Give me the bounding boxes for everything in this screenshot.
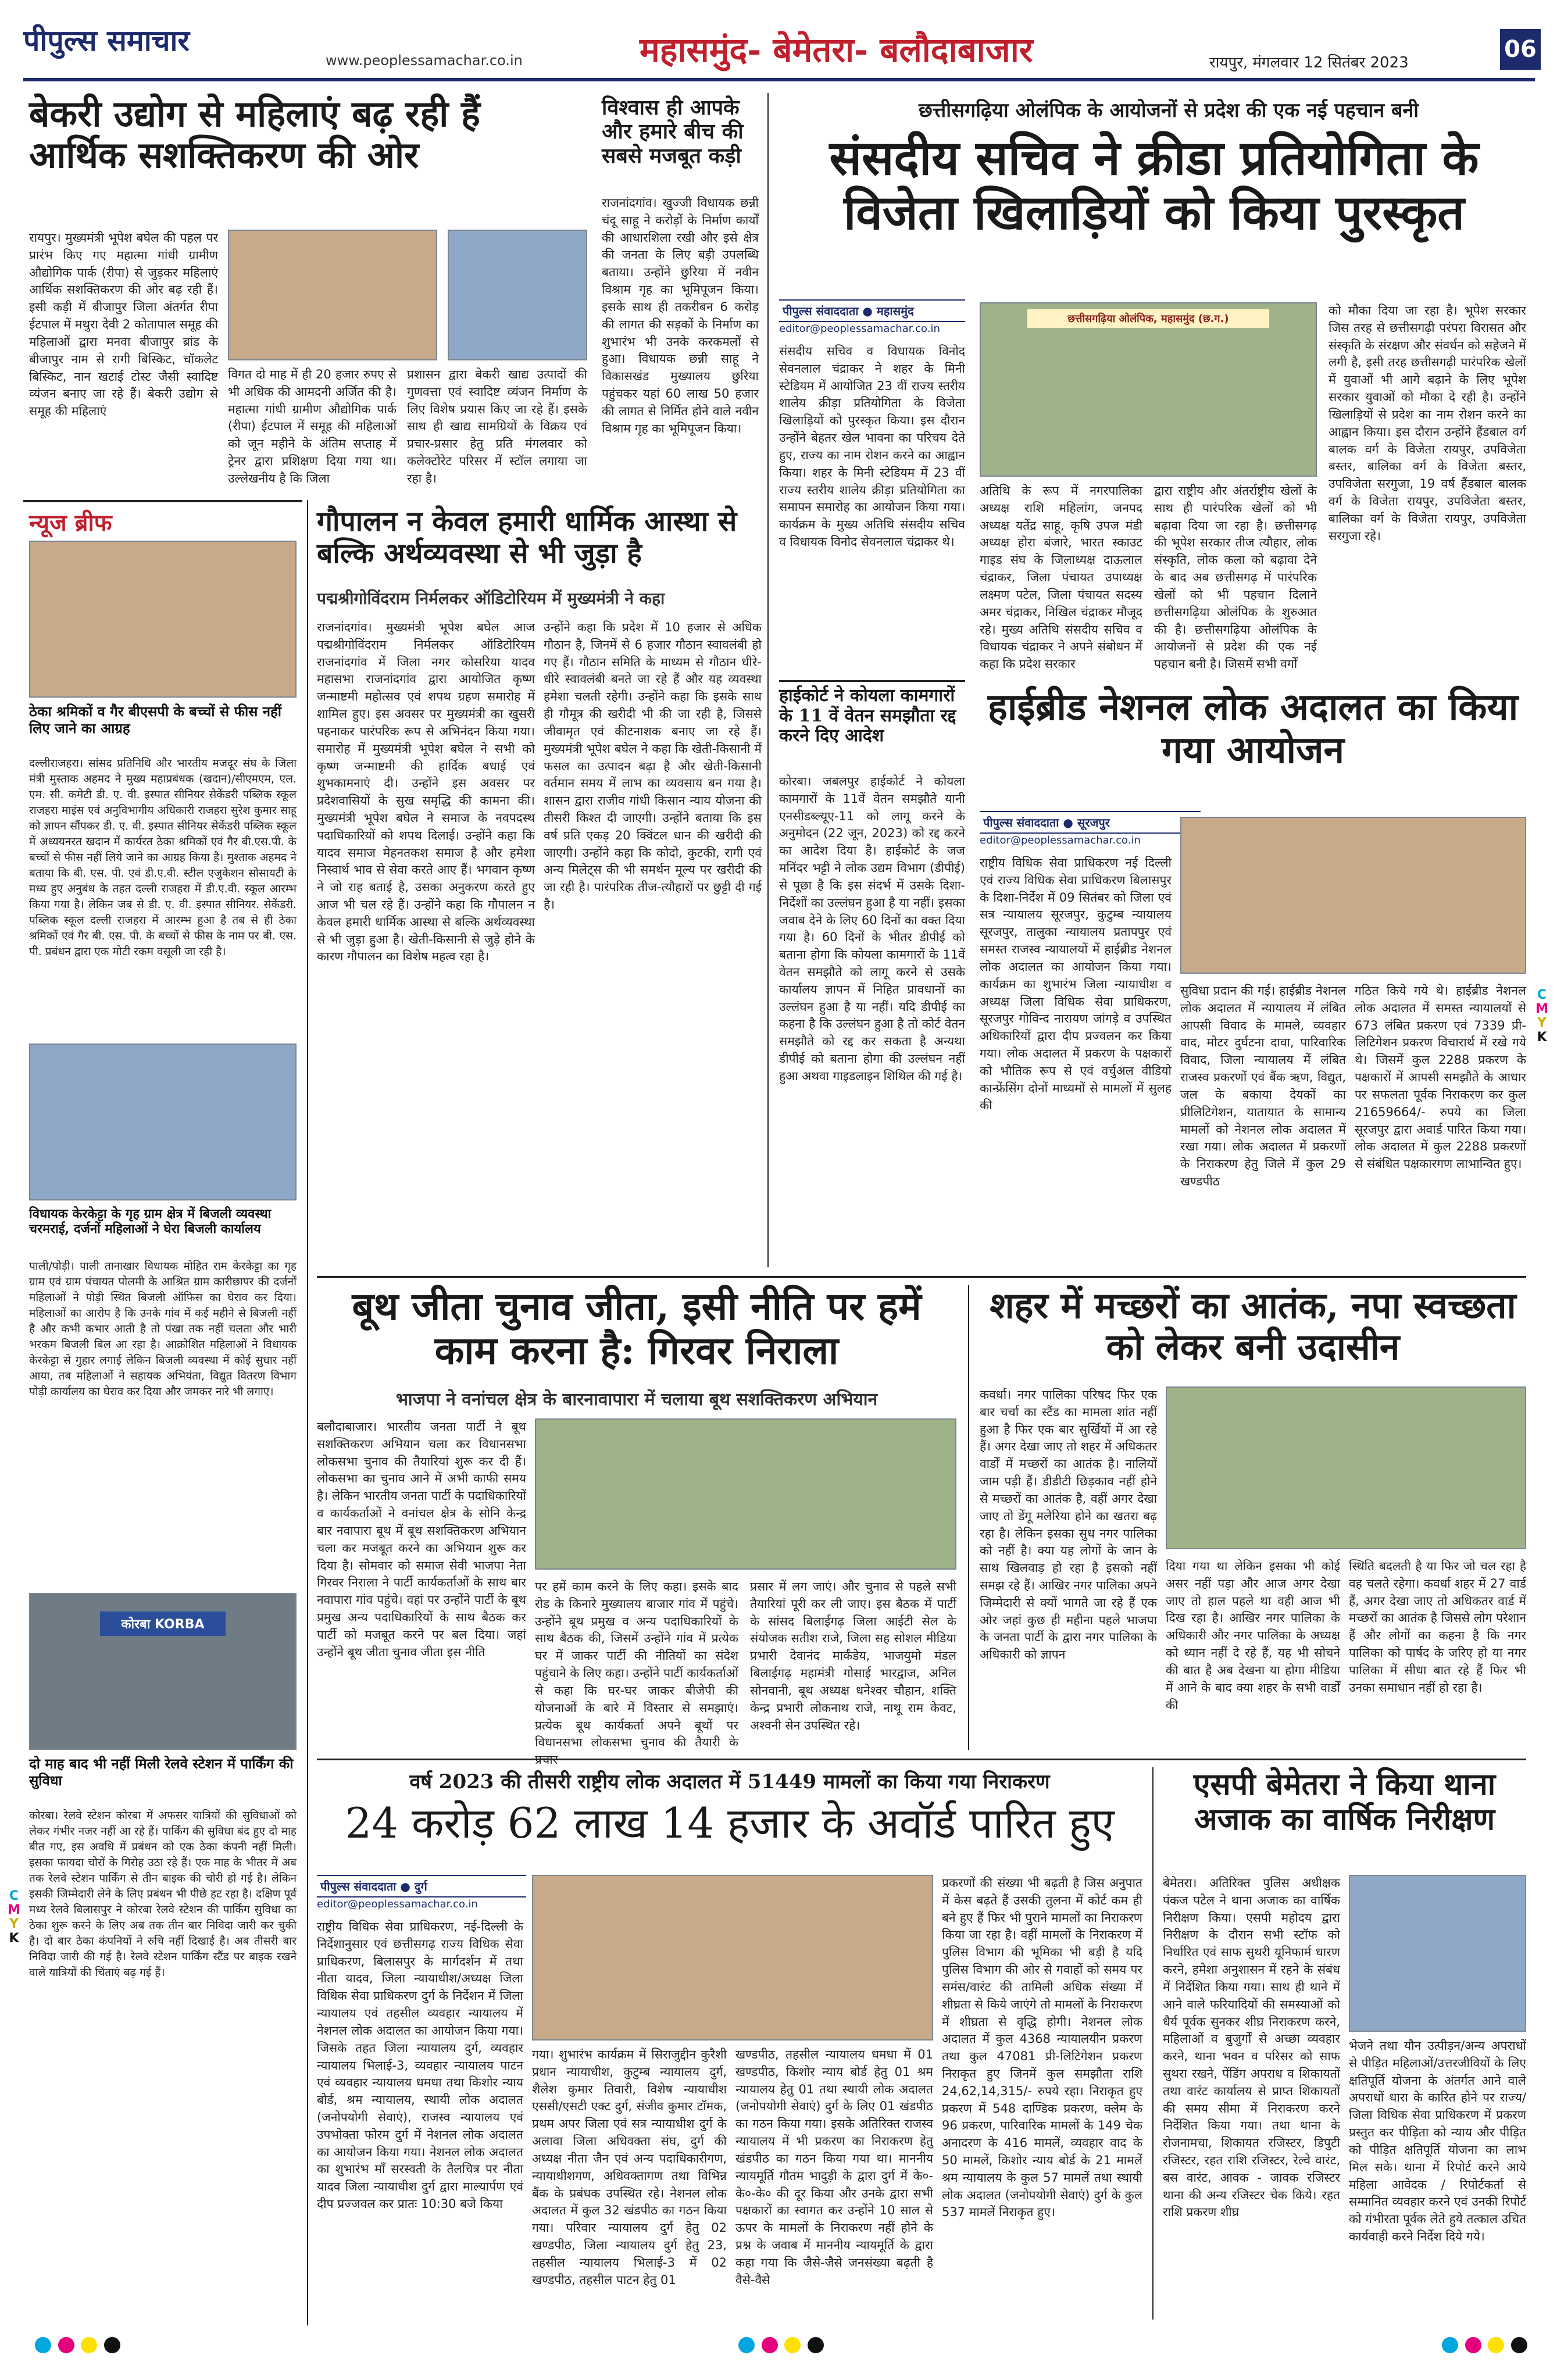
cyan-dot (1442, 2337, 1458, 2353)
brief3-body: कोरबा। रेलवे स्टेशन कोरबा में अफसर यात्रियों की सुविधाओं को लेकर गंभीर नजर नहीं आ रहे हैं। पार्किंग की सुविधा बंद हुए दो माह बीत गए, इस अवधि में प्रबंधन को एक ठेका कंपनी नहीं मिली। इसका फायदा चोरों के गिरोह उठा रहे हैं। एक माह के भीतर में अब तक रेलवे स्टेशन पार्किंग से तीन बाइक की चोरी हो गई है। लेकिन इसकी जिम्मेदारी लेने के लिए प्रबंधन भी पीछे हट रहा है। दक्षिण पूर्व मध्य रेलवे बिलासपुर ने कोरबा रेलवे स्टेशन की पार्किंग सुविधा का ठेका शुरू करने के लिए अब तक तीन बार निविदा जारी कर चुकी है। दो बार ठेका कंपनियों ने रुचि नहीं दिखाई है। अब तीसरी बार निविदा जारी की गई है। रेलवे स्टेशन पार्किंग स्टैंड पर बाइक रखने वाले यात्रियों की चिंताएं बढ़ गई हैं। (29, 1809, 297, 1979)
story9-col2: गया। शुभारंभ कार्यक्रम में सिराजुद्दीन कुरैशी प्रधान न्यायाधीश, कुटुम्ब न्यायालय दुर्ग, शैलेश कुमार तिवारी, विशेष न्यायाधीश एससी/एसटी एक्ट दुर्ग, संजीव कुमार टॉमक, प्रथम अपर जिला एवं सत्र न्यायाधीश दुर्ग के अलावा जिला अधिवक्ता संघ, दुर्ग की अध्यक्ष नीता जैन एवं अन्य पदाधिकारीगण, न्यायाधीशगण, अधिवक्तागण तथा विभिन्न बैंक के प्रबंधक उपस्थित रहे। नेशनल लोक अदालत में कुल 32 खंडपीठ का गठन किया गया। परिवार न्यायालय दुर्ग हेतु 02 खण्डपीठ, जिला न्यायालय दुर्ग हेतु 23, तहसील न्यायालय भिलाई-3 में 02 खण्डपीठ, तहसील पाटन हेतु 01 (532, 2047, 727, 2287)
story5-col2: सुविधा प्रदान की गई। हाईब्रीड नेशनल लोक अदालत में न्यायालय में लंबित आपसी विवाद के मामले, व्यवहार वाद, मोटर दुर्घटना दावा, पारिवारिक विवाद, जिला न्यायालय में लंबित राजस्व प्रकरणों एवं बैंक ऋण, विद्युत, जल के बकाया देयकों का प्रीलिटिगेशन, यातायात के सामान्य मामलों को नेशनल लोक अदालत में रखा गया। लोक अदालत में प्रकरणों के निराकरण हेतु जिले में कुल 29 खण्डपीठ (1180, 984, 1346, 1188)
story2-body: राजनांदगांव। खुज्जी विधायक छन्नी चंदू साहू ने करोड़ों के निर्माण कार्यों की आधारशिला रखी और इसे क्षेत्र की जनता के लिए बड़ी उपलब्धि बताया। उन्होंने छुरिया में नवीन विश्राम गृह का भूमिपूजन किया। इसके साथ ही तकरीबन 6 करोड़ की लागत की सड़कों के निर्माण का शुभारंभ भी उनके करकमलों से हुआ। विधायक छन्नी साहू ने विकासखंड मुख्यालय छुरिया पहुंचकर यहां 60 लाख 50 हजार की लागत से निर्मित होने वाले नवीन विश्राम गृह का भूमिपूजन किया। (602, 196, 759, 435)
cmyk-k: K (9, 1931, 19, 1946)
brief1-headline: ठेका श्रमिकों व गैर बीएसपी के बच्चों से फीस नहीं लिए जाने का आग्रह (29, 703, 282, 737)
story8-col2: दिया गया था लेकिन इसका भी कोई असर नहीं पड़ा और आज अगर देखा जाए तो हाल पहले था वही आज भी दिख रहा है। आखिर नगर पालिका के अधिकारी और नगर पालिका के अध्यक्ष को ध्यान नहीं दे रहे हैं, यह भी सोचने की बात है अब देखना या होगा मीडिया में आने के बाद क्या शहर के सभी वार्डों की (1166, 1559, 1340, 1712)
story4-rule (779, 680, 965, 682)
brief3-headline: दो माह बाद भी नहीं मिली रेलवे स्टेशन में पार्किंग की सुविधा (29, 1755, 294, 1789)
story3-headline: संसदीय सचिव ने क्रीडा प्रतियोगिता के विजेता खिलाड़ियों को किया पुरस्कृत (829, 130, 1479, 241)
story6-subhead: पद्मश्रीगोविंदराम निर्मलकर ऑडिटोरियम में मुख्यमंत्री ने कहा (317, 589, 665, 608)
brief2-body: पाली/पोड़ी। पाली तानाखार विधायक मोहित राम केरकेट्टा का गृह ग्राम एवं ग्राम पंचायत पोलमी के आश्रित ग्राम कारीछापर की दर्जनों महिलाओं ने पोड़ी स्थित बिजली ऑफिस का घेराव कर दिया। महिलाओं का आरोप है कि उनके गांव में कई महीने से बिजली नहीं है और कभी कभार आती है तो पंखा तक नहीं चलता और भारी भरकम बिजली बिल आ रहा है। आक्रोशित महिलाओं ने विधायक केरकेट्टा से गुहार लगाई लेकिन बिजली व्यवस्था में कोई सुधार नहीं आया, तब महिलाओं ने सहायक अभियंता, विद्युत वितरण विभाग पोड़ी कार्यालय का घेराव कर दिया और जमकर नारे भी लगाए। (29, 1260, 297, 1398)
cmyk-letters-right (1535, 988, 1549, 1045)
story9-byline: पीपुल्स संवाददाता ● दुर्ग (317, 1875, 526, 1897)
brief-column-rule (307, 500, 308, 2325)
dateline: रायपुर, मंगलवार 12 सितंबर 2023 (1209, 54, 1409, 72)
story8-rule (968, 1285, 969, 1750)
yellow-dot (1488, 2337, 1504, 2353)
story5-email: editor@peoplessamachar.co.in (980, 834, 1141, 846)
yellow-dot (81, 2337, 97, 2353)
story1-photo (228, 230, 437, 360)
cmyk-letters-left (7, 1889, 21, 1946)
story6-col2: उन्होंने कहा कि प्रदेश में 10 हजार से अधिक गौठान है, जिनमें से 6 हजार गौठान स्वावलंबी हो गए हैं। गौठान समिति के माध्यम से गौठान धीरे-धीरे स्वावलंबी बनते जा रहे हैं और यह व्यवस्था हमेशा चलती रहेगी। उन्होंने कहा कि इसके साथ ही गौमूत्र की खरीदी भी की जा रही है, जिससे जीवामृत एवं कीटनाशक बनाए जा रहे हैं। मुख्यमंत्री भूपेश बघेल ने कहा कि खेती-किसानी में फसल का उत्पादन बढ़ा है और खेती-किसानी वर्तमान समय में लाभ का व्यवसाय बन गया है। शासन द्वारा राजीव गांधी किसान न्याय योजना की तीसरी किश्त दी जाएगी। उन्होंने बताया कि इस वर्ष प्रति एकड़ 20 क्विंटल धान की खरीदी की जाएगी। उन्होंने कहा कि कोदो, कुटकी, रागी एवं अन्य मिलेट्स की भी समर्थन मूल्य पर खरीदी की जा रही है। पारंपरिक तीज-त्यौहारों पर छुट्टी दी गई है। (544, 620, 762, 912)
cmyk-m: M (8, 1903, 20, 1918)
story1-col3: प्रशासन द्वारा बेकरी खाद्य उत्पादों की गुणवत्ता एवं स्वादिष्ट व्यंजन निर्माण के लिए विशेष प्रयास किए जा रहे हैं। इसके साथ ही खाद्य सामग्रियों के विक्रय एवं प्रचार-प्रसार हेतु प्रति मंगलवार को कलेक्टोरेट परिसर में स्टॉल लगाया जा रहा है। (407, 367, 587, 485)
story9-photo (532, 1875, 933, 2040)
story8-col3: स्थिति बदलती है या फिर जो चल रहा है वह चलते रहेगा। कवर्धा शहर में 27 वार्ड हैं, अगर देखा जाए तो अधिकतर वार्ड में मच्छरों का आतंक है जिससे लोग परेशान हैं और लोगों का कहना है कि नगर पालिका को पार्षद के जरिए हो या नगर पालिका में सीधा बात रहे हैं फिर भी उनका समाधान नहीं हो रहा है। (1349, 1559, 1526, 1695)
story3-col4: को मौका दिया जा रहा है। भूपेश सरकार जिस तरह से छत्तीसगढ़ी परंपरा विरासत और संस्कृति के संरक्षण और संवर्धन को सहेजने में लगी है, इसी तरह छत्तीसगढ़ी पारंपरिक खेलों में युवाओं भी आगे बढ़ाने के लिए भूपेश सरकार युवाओं को मौका दे रही है। उन्होंने खिलाड़ियों से प्रदेश का नाम रोशन करने का आह्वान किया। इस दौरान उन्होंने हैंडबाल वर्ग बालक वर्ग के विजेता रायपुर, उपविजेता बस्तर, बालिका वर्ग के विजेता बस्तर, उपविजेता सरगुजा, 19 वर्ष हैंडबाल बालक वर्ग के विजेता रायपुर, उपविजेता बस्तर, बालिका वर्ग के विजेता रायपुर, उपविजेता सरगुजा रहे। (1329, 303, 1526, 543)
column-rule (767, 93, 769, 1267)
yellow-dot (784, 2337, 801, 2353)
story3-col2: अतिथि के रूप में नगरपालिका अध्यक्ष राशि महिलांग, जनपद अध्यक्ष यतेंद्र साहू, कृषि उपज मंडी अध्यक्ष होरा बंजारे, भारत स्काउट गाइड संघ के जिलाध्यक्ष दाऊलाल चंद्राकर, जिला पंचायत उपाध्यक्ष लक्ष्मण पटेल, जिला पंचायत सदस्य अमर चंद्राकर, निखिल चंद्राकर मौजूद रहे। मुख्य अतिथि संसदीय सचिव व विधायक चंद्राकर ने अपने संबोधन में कहा कि प्रदेश सरकार (980, 484, 1142, 671)
story7-subhead: भाजपा ने वनांचल क्षेत्र के बारनावापारा में चलाया बूथ सशक्तिकरण अभियान (395, 1389, 878, 1410)
story5-col1: राष्ट्रीय विधिक सेवा प्राधिकरण नई दिल्ली एवं राज्य विधिक सेवा प्राधिकरण बिलासपुर के दिशा-निर्देश में 09 सितंबर को जिला एवं सत्र न्यायालय सूरजपुर, कुटुम्ब न्यायालय सूरजपुर, तालुका न्यायालय प्रतापपुर एवं समस्त राजस्व न्यायालयों में हाईब्रीड नेशनल लोक अदालत का आयोजन किया गया। कार्यक्रम का शुभारंभ जिला न्यायाधीश व अध्यक्ष जिला विधिक सेवा प्राधिकरण, सूरजपुर गोविन्द नारायण जांगड़े व उपस्थित अधिकारियों द्वारा दीप प्रज्वलन कर किया गया। लोक अदालत में प्रकरण के पक्षकारों को भौतिक रूप से एवं वर्चुअल वीडियो कान्फ्रेंसिंग दोनों माध्यमों से मामलों में सुलह की (980, 856, 1172, 1113)
cmyk-mark-bottom-left (35, 2337, 123, 2357)
brief2-headline: विधायक केरकेट्टा के गृह ग्राम क्षेत्र में बिजली व्यवस्था चरमराई, दर्जनों महिलाओं ने घेरा बिजली कार्यालय (29, 1206, 272, 1237)
magenta-dot (1465, 2337, 1481, 2353)
story10-col1: बेमेतरा। अतिरिक्त पुलिस अधीक्षक पंकज पटेल ने थाना अजाक का वार्षिक निरीक्षण किया। एसपी महोदय द्वारा निरीक्षण के दौरान सभी स्टॉफ को निर्धारित एवं साफ सुथरी यूनिफार्म धारण करने, हमेशा अनुशासन में रहने के संबंध में निर्देशित किया गया। साथ ही थाने में आने वाले फरियादियों की समस्याओं को धैर्य पूर्वक सुनकर शीघ्र निराकरण करने, महिलाओं व बुजुर्गों से अच्छा व्यवहार करने, थाना भवन व परिसर को साफ सुथरा रखने, पेंडिंग अपराध व शिकायतों तथा वारंट कार्यालय से प्राप्त शिकायतों की समय सीमा में निराकरण करने निर्देशित किया गया। तथा थाना के रोजनामचा, शिकायत रजिस्टर, डिपुटी रजिस्टर, रहत राशि रजिस्टर, रेल्वे वारंट, बस वारंट, आवक - जावक रजिस्टर थाना की अन्य रजिस्टर चेक किये। रहत राशि प्रकरण शीघ्र (1163, 1876, 1340, 2220)
story4-headline: हाईकोर्ट ने कोयला कामगारों के 11 वें वेतन समझौता रद्द करने दिए आदेश (779, 685, 956, 746)
cmyk-c: C (1537, 988, 1547, 1002)
cmyk-y: Y (9, 1917, 19, 1932)
brief-rule (23, 500, 302, 502)
section-title: महासमुंद- बेमेतरा- बलौदाबाजार (640, 30, 1033, 70)
magenta-dot (58, 2337, 74, 2353)
story3-col3: द्वारा राष्ट्रीय और अंतर्राष्ट्रीय खेलों के साथ ही पारंपरिक खेलों को भी बढ़ावा दिया जा रहा है। छत्तीसगढ़ की भूपेश सरकार तीज त्यौहार, लोक संस्कृति, लोक कला को बढ़ावा देने के बाद अब छत्तीसगढ़ में पारंपरिक खेलों को भी पहचान दिलाने छत्तीसगढ़िया ओलंपिक के शुरुआत की है। छत्तीसगढ़िया ओलंपिक के आयोजनों से प्रदेश की एक नई पहचान बनी है। जिसमें सभी वर्गों (1154, 484, 1317, 671)
story7-col2: पर हमें काम करने के लिए कहा। इसके बाद रोड के किनारे मुख्यालय बाजार गांव में पहुंचे। उन्होंने बूथ प्रमुख व अन्य पदाधिकारियों के साथ बैठक की, जिसमें उन्होंने गांव में प्रत्येक घर में जाकर पार्टी की नीतियों का संदेश पहुंचाने के लिए कहा। उन्होंने पार्टी कार्यकर्ताओं से कहा कि घर-घर जाकर बीजेपी की योजनाओं के बारे में विस्तार से समझाएं। प्रत्येक बूथ कार्यकर्ता अपने बूथों पर विधानसभा लोकसभा चुनाव की तैयारी के (535, 1579, 738, 1750)
cmyk-y: Y (1537, 1016, 1547, 1031)
cmyk-k: K (1537, 1030, 1547, 1045)
story10-col2: भेजने तथा यौन उत्पीड़न/अन्य अपराधों से पीड़ित महिलाओं/उत्तरजीवियों के लिए क्षतिपूर्ति योजना के अंतर्गत आने वाले अपराधों धारा के कारित होने पर राज्य/जिला विधिक सेवा प्राधिकरण में प्रकरण प्रस्तुत कर पीड़िता को न्याय और पीड़ित को पीड़ित क्षतिपूर्ति योजना का लाभ मिल सके। थाना में रिपोर्ट करने आये महिला आवेदक / रिपोर्टकर्ता से सम्मानित व्यवहार करने एवं उनकी रिपोर्ट को गंभीरता पूर्वक लेते हुये तत्काल उचित कार्यवाही करने निर्देश दिये गये। (1349, 2039, 1526, 2243)
story5-photo (1180, 817, 1526, 974)
black-dot (808, 2337, 824, 2353)
story9-kicker: वर्ष 2023 की तीसरी राष्ट्रीय लोक अदालत में 51449 मामलों का किया गया निराकरण (409, 1770, 1050, 1793)
story8-headline: शहर में मच्छरों का आतंक, नपा स्वच्छता को लेकर बनी उदासीन (990, 1284, 1516, 1368)
website-url: www.peoplessamachar.co.in (326, 52, 523, 69)
cyan-dot (738, 2337, 755, 2353)
story1-headline: बेकरी उद्योग से महिलाएं बढ़ रही हैं आर्थिक सशक्तिकरण की ओर (29, 92, 480, 177)
story5-byline: पीपुल्स संवाददाता ● सूरजपुर (980, 811, 1201, 834)
story5-col3: गठित किये गये थे। हाईब्रीड नेशनल लोक अदालत में समस्त न्यायालयों से 673 लंबित प्रकरण एवं 7339 प्री-लिटिगेशन प्रकरण विचारार्थ में रखे गये थे। जिसमें कुल 2288 प्रकरण के पक्षकारों में आपसी समझौते के आधार पर सफलता पूर्वक निराकरण कर कुल 21659664/- रुपये का जिला सूरजपुर द्वारा अवार्ड पारित किया गया। लोक अदालत में कुल 2288 प्रकरणों से संबंधित पक्षकारगण लाभान्वित हुए। (1355, 984, 1526, 1171)
story6-headline: गौपालन न केवल हमारी धार्मिक आस्था से बल्कि अर्थव्यवस्था से भी जुड़ा है (317, 505, 737, 570)
olympic-banner: छत्तीसगढ़िया ओलंपिक, महासमुंद (छ.ग.) (1027, 309, 1269, 328)
page-number: 06 (1500, 29, 1541, 70)
cmyk-c: C (9, 1889, 19, 1903)
station-sign: कोरबा KORBA (100, 1611, 226, 1636)
cmyk-mark-bottom-right (1442, 2337, 1530, 2357)
masthead (23, 17, 1535, 81)
newspaper-logo: पीपुल्स समाचार (23, 23, 190, 58)
story7-col1: बलौदाबाजार। भारतीय जनता पार्टी ने बूथ सशक्तिकरण अभियान चला कर विधानसभा लोकसभा चुनाव की तैयारियां शुरू कर दी हैं। लोकसभा का चुनाव आने में अभी काफी समय है। लेकिन भारतीय जनता पार्टी के पदाधिकारियों व कार्यकर्ताओं ने वनांचल क्षेत्र के सोनि केन्द्र बार नवापारा बूथ में बूथ सशक्तिकरण अभियान चला कर मजबूत करने का अभियान शुरू कर दिया है। सोमवार को समाज सेवी भाजपा नेता गिरवर निराला ने पार्टी कार्यकर्ताओं के साथ बार नवापारा गांव पहुंचे। वहां पर उन्होंने पार्टी के बूथ प्रमुख अन्य पदाधिकारियों के साथ बैठक कर पार्टी को मजबूत करने पर बल दिया। जहां उन्होंने बूथ जीता चुनाव जीता इस नीति (317, 1420, 526, 1659)
story9-rule (317, 1759, 1526, 1760)
cmyk-mark-bottom-center (738, 2337, 826, 2357)
story7-headline: बूथ जीता चुनाव जीता, इसी नीति पर हमें काम करना है: गिरवर निराला (352, 1284, 922, 1373)
black-dot (1511, 2337, 1527, 2353)
story9-col1: राष्ट्रीय विधिक सेवा प्राधिकरण, नई-दिल्ली के निर्देशानुसार एवं छत्तीसगढ़ राज्य विधिक सेवा प्राधिकरण, बिलासपुर के मार्गदर्शन में तथा नीता यादव, जिला न्यायाधीश/अध्यक्ष जिला विधिक सेवा प्राधिकरण दुर्ग के निर्देशन में जिला न्यायालय एवं तहसील व्यवहार न्यायालय में नेशनल लोक अदालत का आयोजन किया गया। जिसके तहत जिला न्यायालय दुर्ग, व्यवहार न्यायालय भिलाई-3, व्यवहार न्यायालय पाटन एवं व्यवहार न्यायालय धमधा तथा किशोर न्याय बोर्ड, श्रम न्यायालय, स्थायी लोक अदालत (जनोपयोगी सेवाएं), राजस्व न्यायालय एवं उपभोक्ता फोरम दुर्ग में नेशनल लोक अदालत का आयोजन किया गया। नेशनल लोक अदालत का शुभारंभ माँ सरस्वती के तैलचित्र पर नीता यादव जिला न्यायाधीश दुर्ग द्वारा माल्यार्पण एवं दीप प्रज्जवल कर प्रातः 10:30 बजे किया (317, 1920, 523, 2211)
story6-col1: राजनांदगांव। मुख्यमंत्री भूपेश बघेल आज पद्मश्रीगोविंदराम निर्मलकर ऑडिटोरियम राजनांदगांव में जिला नगर कोसरिया यादव महासभा राजनांदगांव द्वारा आयोजित कृष्ण जन्माष्टमी महोत्सव एवं शपथ ग्रहण समारोह में शामिल हुए। इस अवसर पर मुख्यमंत्री का खुसरी पहनाकर पारंपरिक रूप से अभिनंदन किया गया। समारोह में मुख्यमंत्री भूपेश बघेल ने सभी को कृष्ण जन्माष्टमी की हार्दिक बधाई एवं शुभकामनाएं दी। उन्होंने इस अवसर पर प्रदेशवासियों के सुख समृद्धि की कामना की। मुख्यमंत्री भूपेश बघेल ने समाज के नवपदस्थ पदाधिकारियों को शपथ दिलाई। उन्होंने कहा कि यादव समाज मेहनतकश समाज है और हमेशा निस्वार्थ भाव से सेवा करते आए हैं। भगवान कृष्ण ने जो राह बताई है, उसका अनुकरण करते हुए आज भी चल रहे हैं। उन्होंने कहा कि गौपालन न केवल हमारी धार्मिक आस्था से बल्कि अर्थव्यवस्था से भी जुड़ा हुआ है। खेती-किसानी से जुड़े होने के कारण गौपालन का विशेष महत्व रहा है। (317, 620, 535, 964)
black-dot (104, 2337, 120, 2353)
story4-body: कोरबा। जबलपुर हाईकोर्ट ने कोयला कामगारों के 11वें वेतन समझौते यानी एनसीडब्ल्यूए-11 को लागू करने के अनुमोदन (22 जून, 2023) को रद्द करने का आदेश दिया है। हाईकोर्ट के जज मनिंदर भट्टी ने लोक उद्यम विभाग (डीपीई) से पूछा है कि इस संदर्भ में उसके दिशा-निर्देशों का उल्लंघन हुआ है या नहीं। इसका जवाब देने के लिए 60 दिनों का वक्त दिया गया है। 60 दिनों के भीतर डीपीई को बताना होगा कि कोयला कामगारों के 11वें वेतन समझौते को लागू करने से उसके कार्यालय ज्ञापन में निहित प्रावधानों का उल्लंघन हुआ है या नहीं। यदि डीपीई का कहना है कि उल्लंघन हुआ है तो कोर्ट वेतन समझौते को रद्द कर सकता है अन्यथा डीपीई को बताना होगा की उल्लंघन नहीं हुआ अथवा गाइडलाइन शिथिल की गई है। (779, 774, 965, 1083)
story10-headline: एसपी बेमेतरा ने किया थाना अजाक का वार्षिक निरीक्षण (1193, 1767, 1496, 1837)
story9-col4: प्रकरणों की संख्या भी बढ़ती है जिस अनुपात में केस बढ़ते हैं उसकी तुलना में कोर्ट कम ही बने हुए हैं फिर भी पुराने मामलों का निराकरण किया जा रहा है। वहीं मामलों के निराकरण में पुलिस विभाग की भूमिका भी बड़ी है यदि पुलिस विभाग की ओर से गवाहों को समय पर समंस/वारंट की तामिली अधिक संख्या में शीघ्रता से किये जाएंगे तो मामलों के निराकरण में शीघ्रता से वृद्धि होगी। नेशनल लोक अदालत में कुल 4368 न्यायालयीन प्रकरण तथा कुल 47081 प्री-लिटिगेशन प्रकरण निराकृत हुए जिनमें कुल समझौता राशि 24,62,14,315/- रुपये रहा। निराकृत हुए प्रकरण में 548 दाण्डिक प्रकरण, क्लेम के 96 प्रकरण, पारिवारिक मामलों के 149 चेक अनादरण के 416 मामलें, व्यवहार वाद के 50 मामलें, किशोर न्याय बोर्ड के 21 मामलें श्रम न्यायालय के कुल 57 मामलें तथा स्थायी लोक अदालत (जनोपयोगी सेवाएं) दुर्ग के कुल 537 मामलें निराकृत हुए। (942, 1876, 1142, 2220)
story10-rule (1152, 1767, 1154, 2320)
story1-photo-2 (448, 230, 587, 360)
cyan-dot (35, 2337, 51, 2353)
story2-headline: विश्वास ही आपके और हमारे बीच की सबसे मजबूत कड़ी (602, 95, 744, 168)
section-rule (317, 1276, 1526, 1278)
story9-email: editor@peoplessamachar.co.in (317, 1898, 478, 1910)
story3-byline: पीपुल्स संवाददाता ● महासमुंद (779, 299, 965, 322)
brief1-body: दल्लीराजहरा। सांसद प्रतिनिधि और भारतीय मजदूर संघ के जिला मंत्री मुस्ताक अहमद ने मुख्य महाप्रबंधक (खदान)/सीएमएम, एल. एम. सी. कमेटी डी. ए. वी. इस्पात सीनियर सेकेंडरी पब्लिक स्कूल राजहरा माइंस एवं अनुविभागीय अधिकारी राजहरा सुरेश कुमार साहू को ज्ञापन सौंपकर डी. ए. वी. इस्पात सीनियर सेकेंडरी पब्लिक स्कूल में अध्ययनरत खदान में कार्यरत ठेका श्रमिकों एवं गैर बी.एस.पी. के बच्चों से फीस नहीं लिये जाने का आग्रह किया है। मुश्ताक अहमद ने बताया कि बी. एस. पी. एवं डी.ए.वी. स्टील एजुकेशन सोसायटी के मध्य हुए अनुबंध के तहत दल्ली राजहरा में डी.ए.वी. स्कूल आरम्भ किया गया है। लेकिन जब से डी. ए. वी. इस्पात सीनियर. सेकेंडरी. पब्लिक स्कूल दल्ली राजहरा में आरम्भ हुआ है तब से ही ठेका श्रमिकों एवं गैर बी. एस. पी. के बच्चों से फीस के नाम पर बी. एस. पी. प्रबंधन द्वारा एक मोटी रकम वसूली जा रही है। (29, 757, 297, 958)
story3-email: editor@peoplessamachar.co.in (779, 323, 940, 335)
magenta-dot (762, 2337, 778, 2353)
cmyk-m: M (1535, 1002, 1548, 1017)
brief1-photo (29, 541, 297, 698)
story3-kicker: छत्तीसगढ़िया ओलंपिक के आयोजनों से प्रदेश की एक नई पहचान बनी (918, 99, 1419, 122)
story7-col3: प्रसार में लग जाएं। और चुनाव से पहले सभी तैयारियां पूरी कर ली जाए। इस बैठक में पार्टी के सांसद बिलाईगढ़ जिला आईटी सेल के संयोजक सतीश राजे, जिला सह सोशल मीडिया प्रभारी देवानंद मार्कंडेय, भाजयुमो मंडल बिलाईगढ़ महामंत्री गोसाई भारद्वाज, अनिल सोनवानी, बूथ अध्यक्ष धनेश्वर चौहान, शक्ति केन्द्र प्रभारी लोकनाथ राजे, नाथू राम केवट, अश्वनी सेन उपस्थित रहे। (750, 1579, 956, 1732)
story3-col1: संसदीय सचिव व विधायक विनोद सेवनलाल चंद्राकर ने शहर के मिनी स्टेडियम में आयोजित 23 वीं राज्य स्तरीय शालेय क्रीड़ा प्रतियोगिता के विजेता खिलाड़ियों को पुरस्कृत किया। इस दौरान उन्होंने बेहतर खेल भावना का परिचय देते हुए, राज्य का नाम रोशन करने का आह्वान किया। शहर के मिनी स्टेडियम में 23 वीं राज्य स्तरीय शालेय क्रीड़ा प्रतियोगिता का समापन समारोह का आयोजन किया गया। कार्यक्रम के मुख्य अतिथि संसदीय सचिव व विधायक विनोद सेवनलाल चंद्राकर थे। (779, 344, 965, 549)
story8-col1: कवर्धा। नगर पालिका परिषद फिर एक बार चर्चा का स्टैंड का मामला शांत नहीं हुआ है फिर एक बार सुर्खियों में आ रहे हैं। अगर देखा जाए तो शहर में अधिकतर वार्डों में मच्छरों का आतंक है। नालियों जाम पड़ी हैं। डीडीटी छिड़काव नहीं होने से मच्छरों का आतंक है, वहीं अगर देखा जाए तो डेंगू मलेरिया होने का खतरा बढ़ रहा है। लेकिन इसका सुध नगर पालिका को नहीं है। क्या यह लोगों के जान के साथ खिलवाड़ हो रहा है इसको नहीं समझ रहे हैं। आखिर नगर पालिका अपने जिम्मेदारी से क्यों भागते जा रहे हैं एक ओर जहां कुछ ही महीना पहले भाजपा के जनता पार्टी के द्वारा नगर पालिका के अधिकारी को ज्ञापन (980, 1388, 1157, 1662)
story9-col3: खण्डपीठ, तहसील न्यायालय धमधा में 01 खण्डपीठ, किशोर न्याय बोर्ड हेतु 01 श्रम न्यायालय हेतु 01 तथा स्थायी लोक अदालत (जनोपयोगी सेवाएं) दुर्ग के लिए 01 खंडपीठ का गठन किया गया। इसके अतिरिक्त राजस्व न्यायालय में भी प्रकरण का निराकरण हेतु खंडपीठ का गठन किया गया था। माननीय न्यायमूर्ति गौतम भादुड़ी के द्वारा दुर्ग में के०-के०-के० की दूर किया और उनके द्वारा सभी पक्षकारों का स्वागत कर उन्होंने 10 साल से ऊपर के मामलों के निराकरण नहीं होने के प्रश्न के जवाब में माननीय न्यायमूर्ति के द्वारा कहा गया कि जैसे-जैसे जनसंख्या बढ़ती है वैसे-वैसे (735, 2047, 933, 2287)
story7-photo (535, 1418, 956, 1570)
brief3-photo (29, 1593, 297, 1750)
story1-col2: विगत दो माह में ही 20 हजार रुपए से भी अधिक की आमदनी अर्जित की है। महात्मा गांधी ग्रामीण औद्योगिक पार्क (रीपा) ईटपाल में समूह की महिलाओं को जून महीने के अंतिम सप्ताह में ट्रेनर द्वारा प्रशिक्षण दिया गया था। उल्लेखनीय है कि जिला (228, 367, 397, 485)
story9-headline: 24 करोड़ 62 लाख 14 हजार के अवॉर्ड पारित हुए (345, 1799, 1115, 1847)
story5-headline: हाईब्रीड नेशनल लोक अदालत का किया गया आयोजन (987, 685, 1519, 772)
brief2-photo (29, 1044, 297, 1200)
story1-col1: रायपुर। मुख्यमंत्री भूपेश बघेल की पहल पर प्रारंभ किए गए महात्मा गांधी ग्रामीण औद्योगिक पार्क (रीपा) से जुड़कर महिलाएं आर्थिक सशक्तिकरण की ओर बढ़ रही हैं। इसी कड़ी में बीजापुर जिला अंतर्गत रीपा ईटपाल में मथुरा देवी 2 कोतापाल समूह की महिलाओं द्वारा मनवा बीजापुर ब्रांड के बीजापुर नाम से रागी बिस्किट, चॉकलेट बिस्किट, नान खटाई टोस्ट जैसी स्वादिष्ट व्यंजन बनाए जा रहे हैं। बेकरी उद्योग से समूह की महिलाएं (29, 231, 218, 419)
story3-photo (980, 302, 1317, 477)
story8-photo (1166, 1386, 1526, 1549)
news-brief-label: न्यूज ब्रीफ (29, 509, 112, 537)
story10-photo (1349, 1875, 1526, 2032)
